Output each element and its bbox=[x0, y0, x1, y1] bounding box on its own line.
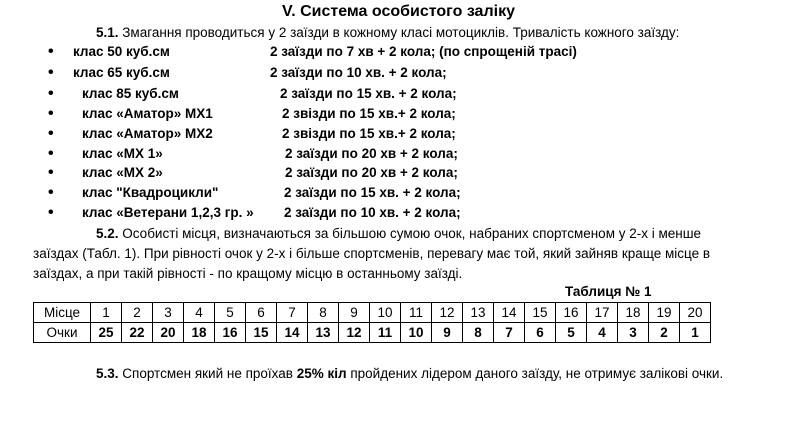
points-cell: 5 bbox=[556, 323, 587, 343]
points-cell: 18 bbox=[184, 323, 215, 343]
bullet-icon: • bbox=[48, 85, 54, 102]
section-number: 5.2. bbox=[96, 226, 119, 241]
points-cell: 22 bbox=[122, 323, 153, 343]
bullet-icon: • bbox=[48, 125, 54, 142]
bullet-icon: • bbox=[48, 105, 54, 122]
section-5-3 bbox=[33, 364, 748, 384]
class-rule: 2 заїзди по 10 хв. + 2 кола; bbox=[270, 65, 447, 80]
class-rule: 2 заїзди по 15 хв. + 2 кола; bbox=[280, 86, 457, 101]
section-text-before: Спортсмен який не проїхав bbox=[118, 366, 297, 381]
place-cell: 18 bbox=[618, 303, 649, 323]
points-cell: 8 bbox=[463, 323, 494, 343]
class-rule: 2 заїзди по 15 хв. + 2 кола; bbox=[284, 185, 461, 200]
class-rule: 2 заїзди по 20 хв + 2 кола; bbox=[285, 165, 458, 180]
points-cell: 13 bbox=[308, 323, 339, 343]
place-cell: 19 bbox=[649, 303, 680, 323]
points-cell: 2 bbox=[649, 323, 680, 343]
class-name: клас «МХ 1» bbox=[82, 146, 163, 161]
bullet-icon: • bbox=[48, 164, 54, 181]
class-name: клас «Ветерани 1,2,3 гр. » bbox=[82, 205, 254, 220]
place-cell: 4 bbox=[184, 303, 215, 323]
place-cell: 13 bbox=[463, 303, 494, 323]
class-rule: 2 заїзди по 10 хв. + 2 кола; bbox=[284, 205, 461, 220]
bullet-icon: • bbox=[48, 204, 54, 221]
page-title: V. Система особистого заліку bbox=[282, 3, 515, 20]
class-name: клас "Квадроцикли" bbox=[82, 185, 219, 200]
place-cell: 20 bbox=[680, 303, 711, 323]
place-cell: 17 bbox=[587, 303, 618, 323]
class-name: клас «МХ 2» bbox=[82, 165, 163, 180]
points-cell: 10 bbox=[401, 323, 432, 343]
points-cell: 4 bbox=[587, 323, 618, 343]
row-label: Місце bbox=[34, 303, 91, 323]
class-name: клас 65 куб.см bbox=[73, 65, 170, 80]
place-cell: 8 bbox=[308, 303, 339, 323]
class-name: клас «Аматор» МХ1 bbox=[82, 106, 213, 121]
table-row-places bbox=[34, 303, 711, 323]
section-text: Змагання проводиться у 2 заїзди в кожному класі мотоциклів. Тривалість кожного заїзду: bbox=[118, 25, 680, 40]
bullet-icon: • bbox=[48, 64, 54, 81]
points-table bbox=[33, 302, 711, 343]
points-cell: 15 bbox=[246, 323, 277, 343]
table-caption: Таблиця № 1 bbox=[565, 284, 652, 299]
class-rule: 2 заїзди по 20 хв + 2 кола; bbox=[285, 146, 458, 161]
place-cell: 16 bbox=[556, 303, 587, 323]
place-cell: 1 bbox=[91, 303, 122, 323]
points-cell: 20 bbox=[153, 323, 184, 343]
points-cell: 9 bbox=[432, 323, 463, 343]
place-cell: 15 bbox=[525, 303, 556, 323]
points-cell: 14 bbox=[277, 323, 308, 343]
points-cell: 7 bbox=[494, 323, 525, 343]
section-highlight: 25% кіл bbox=[296, 366, 347, 381]
place-cell: 9 bbox=[339, 303, 370, 323]
row-label: Очки bbox=[34, 323, 91, 343]
points-cell: 12 bbox=[339, 323, 370, 343]
class-name: клас 85 куб.см bbox=[82, 86, 179, 101]
place-cell: 3 bbox=[153, 303, 184, 323]
points-cell: 11 bbox=[370, 323, 401, 343]
points-cell: 6 bbox=[525, 323, 556, 343]
section-5-2 bbox=[33, 224, 748, 284]
place-cell: 6 bbox=[246, 303, 277, 323]
place-cell: 2 bbox=[122, 303, 153, 323]
place-cell: 5 bbox=[215, 303, 246, 323]
points-cell: 25 bbox=[91, 323, 122, 343]
place-cell: 14 bbox=[494, 303, 525, 323]
section-number: 5.1. bbox=[96, 25, 119, 40]
class-rule: 2 звізди по 15 хв.+ 2 кола; bbox=[282, 126, 456, 141]
bullet-icon: • bbox=[48, 184, 54, 201]
place-cell: 11 bbox=[401, 303, 432, 323]
class-rule: 2 заїзди по 7 хв + 2 кола; (по спрощеній трасі) bbox=[270, 44, 577, 59]
section-number: 5.3. bbox=[96, 366, 119, 381]
table-row-points bbox=[34, 323, 711, 343]
class-rule: 2 звізди по 15 хв.+ 2 кола; bbox=[282, 106, 456, 121]
section-5-1 bbox=[96, 25, 679, 40]
bullet-icon: • bbox=[48, 43, 54, 60]
points-cell: 16 bbox=[215, 323, 246, 343]
section-text: Особисті місця, визначаються за більшою сумою очок, набраних спортсменом у 2-х і менше заїздах (Табл. 1). При рівності очок у 2-х і більше спортсменів, перевагу має той, який зайняв краще місце в заїздах, а при такій рівності - по кращому місцю в останньому заїзді. bbox=[33, 226, 711, 281]
section-text-after: пройдених лідером даного заїзду, не отримує залікові очки. bbox=[346, 366, 724, 381]
points-cell: 3 bbox=[618, 323, 649, 343]
place-cell: 10 bbox=[370, 303, 401, 323]
class-name: клас 50 куб.см bbox=[73, 44, 170, 59]
points-cell: 1 bbox=[680, 323, 711, 343]
place-cell: 7 bbox=[277, 303, 308, 323]
class-name: клас «Аматор» МХ2 bbox=[82, 126, 213, 141]
place-cell: 12 bbox=[432, 303, 463, 323]
bullet-icon: • bbox=[48, 145, 54, 162]
